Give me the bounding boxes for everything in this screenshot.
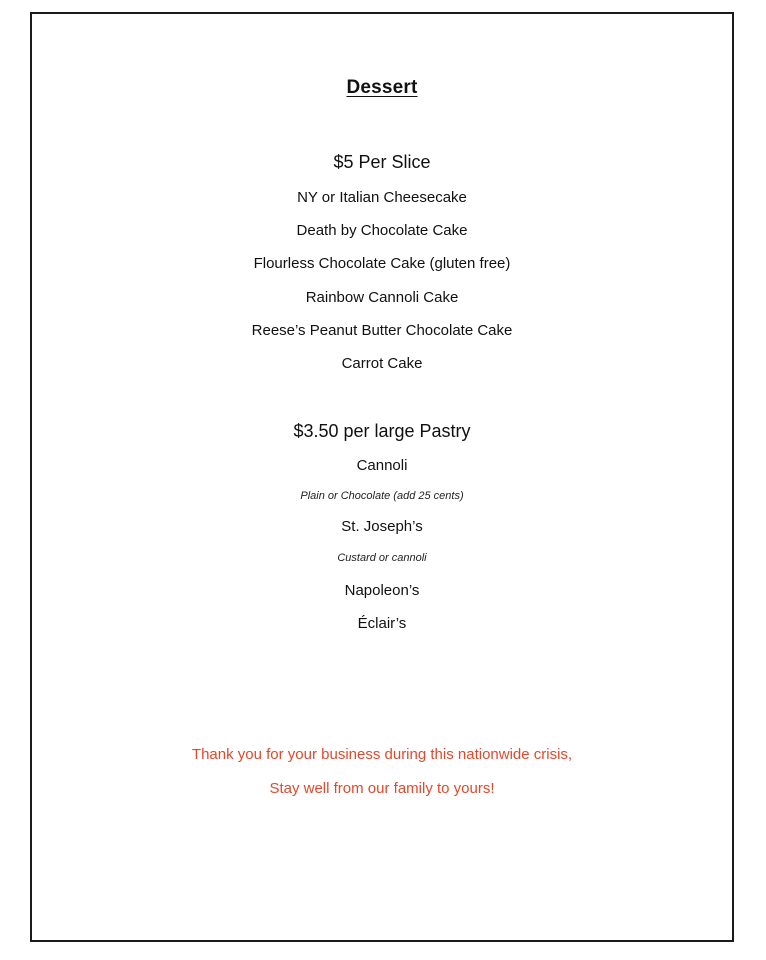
slice-item: NY or Italian Cheesecake (297, 189, 467, 206)
menu-title: Dessert (346, 77, 418, 98)
pastry-item-note: Custard or cannoli (337, 552, 427, 564)
pastry-item: St. Joseph’s (341, 518, 423, 535)
slice-item: Flourless Chocolate Cake (gluten free) (253, 255, 511, 272)
slice-section-heading: $5 Per Slice (333, 152, 431, 172)
closing-message-line-2: Stay well from our family to yours! (269, 780, 495, 797)
menu-page (30, 12, 734, 942)
pastry-item: Éclair’s (357, 615, 407, 632)
pastry-item: Cannoli (356, 457, 408, 474)
dessert-menu (32, 14, 732, 940)
closing-message-line-1: Thank you for your business during this nationwide crisis, (191, 746, 573, 763)
slice-item: Death by Chocolate Cake (296, 222, 468, 239)
slice-item: Reese’s Peanut Butter Chocolate Cake (251, 322, 513, 339)
pastry-section-heading: $3.50 per large Pastry (293, 421, 471, 441)
pastry-item-note: Plain or Chocolate (add 25 cents) (300, 490, 464, 502)
pastry-item: Napoleon’s (344, 582, 420, 599)
slice-item: Carrot Cake (341, 355, 423, 372)
slice-item: Rainbow Cannoli Cake (305, 289, 459, 306)
